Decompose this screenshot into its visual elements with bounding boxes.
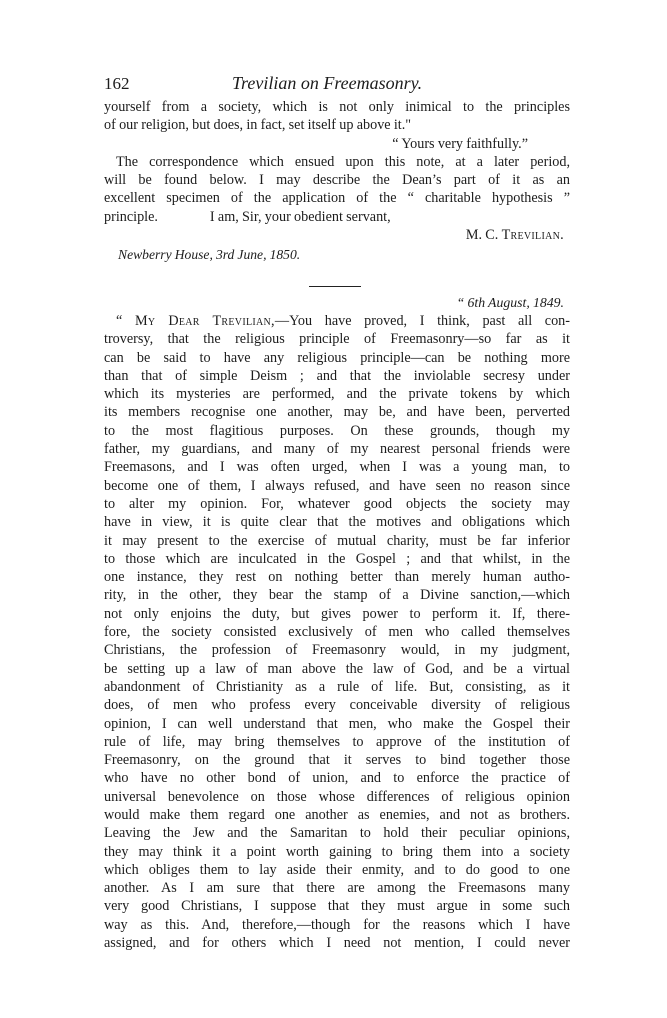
text-line: rule of life, may bring themselves to approve of the institution of: [104, 733, 570, 750]
salutation-name: My Dear Trevilian,: [134, 312, 275, 329]
text-line: excellent specimen of the application of the “ charitable hypothesis ”: [104, 190, 570, 207]
text-line: father, my guardians, and many of my nearest personal friends were: [104, 441, 570, 458]
text-line: not only enjoins the duty, but gives power to perform it. If, there-: [104, 605, 570, 622]
text-line: than that of simple Deism ; and that the inviolable secresy under: [104, 367, 570, 384]
text-line: troversy, that the religious principle of Freemasonry—so far as it: [104, 331, 570, 348]
text-line: way as this. And, therefore,—though for the reasons which I have: [104, 916, 570, 933]
page-header: [104, 68, 570, 98]
text-line: who have no other bond of union, and to enforce the practice of: [104, 770, 570, 787]
text-line: Freemasons, and I was often urged, when I was a young man, to: [104, 459, 570, 476]
text-line: universal benevolence on those whose differences of religious opinion: [104, 788, 570, 805]
letter-body: [104, 330, 570, 952]
signature-initials: M. C.: [465, 227, 499, 244]
salutation-line: [104, 312, 570, 330]
text-line: principle. I am, Sir, your obedient servant,: [104, 208, 391, 225]
section-divider: [309, 286, 361, 287]
text-line: which obliges them to lay aside their enmity, and to do good to one: [104, 861, 570, 878]
text-line: will be found below. I may describe the Dean’s part of it as an: [104, 172, 570, 189]
salutation-rest: —You have proved, I think, past all con-: [274, 312, 570, 329]
text-line: it may present to the exercise of mutual charity, must be far inferior: [104, 532, 570, 549]
signature-surname: Trevilian.: [501, 227, 564, 244]
text-line: one instance, they rest on nothing better than merely human autho-: [104, 569, 570, 586]
letter-date: “ 6th August, 1849.: [456, 294, 564, 310]
text-line: rity, in the other, they bear the stamp of a Divine sanction,—which: [104, 587, 570, 604]
text-line: can be said to have any religious principle—can be nothing more: [104, 349, 570, 366]
text-line: become one of them, I always refused, and have seen no reason since: [104, 477, 570, 494]
text-line: another. As I am sure that there are among the Freemasons many: [104, 880, 570, 897]
signature: [104, 226, 570, 244]
salutation-open-quote: “: [116, 312, 123, 329]
text-line: be setting up a law of man above the law of God, and be a virtual: [104, 660, 570, 677]
text-line: would make them regard one another as enemies, and not as brothers.: [104, 806, 570, 823]
running-head: Trevilian on Freemasonry.: [232, 73, 423, 93]
text-line: yourself from a society, which is not only inimical to the principles: [104, 99, 570, 115]
text-line: very good Christians, I suppose that they must argue in some such: [104, 898, 570, 915]
text-line: which its mysteries are performed, and the private tokens by which: [104, 386, 570, 403]
text-line: Leaving the Jew and the Samaritan to hold their peculiar opinions,: [104, 825, 570, 842]
body-text: [104, 98, 570, 952]
text-line: of our religion, but does, in fact, set itself up above it.": [104, 117, 412, 134]
page-number: 162: [104, 74, 130, 93]
text-line: The correspondence which ensued upon this note, at a later period,: [116, 153, 570, 170]
document-page: [104, 68, 570, 952]
text-line: its members recognise one another, may be, and have been, perverted: [104, 404, 570, 421]
text-line: have in view, it is quite clear that the motives and obligations which: [104, 514, 570, 531]
text-line: does, of men who profess every conceivable diversity of religious: [104, 697, 570, 714]
letter-closing: “ Yours very faithfully.”: [392, 135, 528, 152]
text-line: assigned, and for others which I need not mention, I could never: [104, 935, 570, 952]
text-line: fore, the society consisted exclusively of men who called themselves: [104, 624, 570, 641]
text-line: they may think it a point worth gaining to bring them into a society: [104, 843, 570, 860]
text-line: to the most flagitious purposes. On these grounds, though my: [104, 422, 570, 439]
text-line: opinion, I can well understand that men, who make the Gospel their: [104, 715, 570, 732]
text-line: abandonment of Christianity as a rule of life. But, consisting, as it: [104, 678, 570, 695]
dateline: Newberry House, 3rd June, 1850.: [118, 247, 301, 263]
text-line: Christians, the profession of Freemasonry would, in my judgment,: [104, 642, 570, 659]
text-line: Freemasonry, on the ground that it serves to bind together those: [104, 752, 570, 769]
text-line: to those which are inculcated in the Gospel ; and that whilst, in the: [104, 550, 570, 567]
text-line: to alter my opinion. For, whatever good objects the society may: [104, 495, 570, 512]
